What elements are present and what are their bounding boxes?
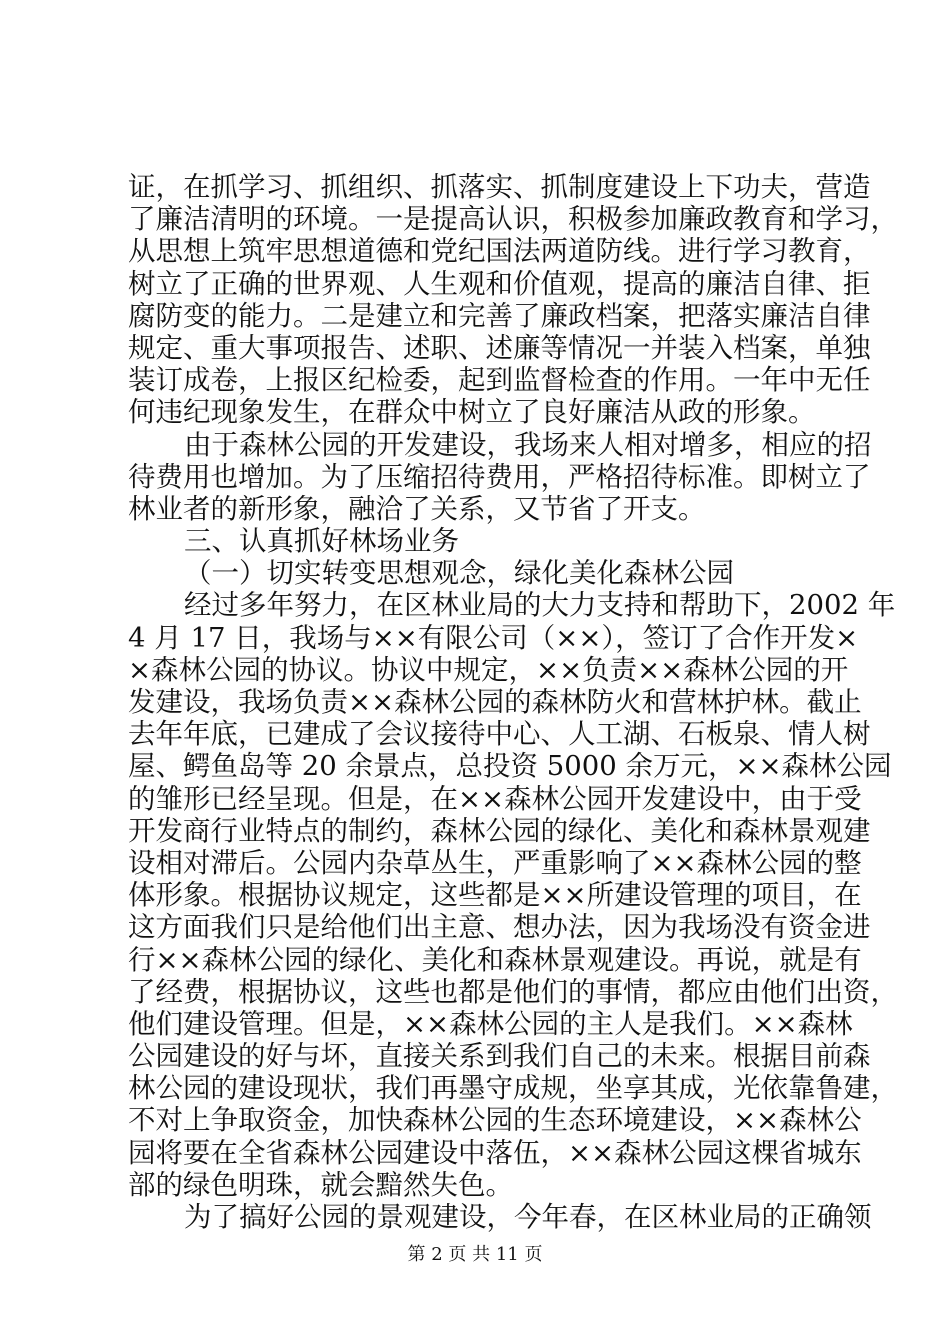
text-line: 设相对滞后。公园内杂草丛生，严重影响了××森林公园的整 (128, 846, 862, 879)
text-line: 树立了正确的世界观、人生观和价值观，提高的廉洁自律、拒 (128, 267, 871, 300)
text-line: 待费用也增加。为了压缩招待费用，严格招待标准。即树立了 (128, 460, 871, 493)
text-line: 装订成卷，上报区纪检委，起到监督检查的作用。一年中无任 (128, 364, 871, 397)
text-line: 何违纪现象发生，在群众中树立了良好廉洁从政的形象。 (128, 396, 816, 429)
text-line: 4 月 17 日，我场与××有限公司（××），签订了合作开发× (128, 621, 859, 654)
text-line: 了廉洁清明的环境。一是提高认识，积极参加廉政教育和学习， (128, 203, 898, 236)
text-line: ×森林公园的协议。协议中规定，××负责××森林公园的开 (128, 653, 849, 686)
text-line: 去年年底，已建成了会议接待中心、人工湖、石板泉、情人树 (128, 718, 871, 751)
text-line: 他们建设管理。但是，××森林公园的主人是我们。××森林 (128, 1007, 853, 1040)
text-line: 腐防变的能力。二是建立和完善了廉政档案，把落实廉洁自律 (128, 299, 871, 332)
text-line: 证，在抓学习、抓组织、抓落实、抓制度建设上下功夫，营造 (128, 171, 871, 203)
text-line: 三、认真抓好林场业务 (184, 525, 459, 558)
text-line: 发建设，我场负责××森林公园的森林防火和营林护林。截止 (128, 686, 862, 718)
text-line: 林业者的新形象，融洽了关系，又节省了开支。 (128, 492, 706, 525)
text-line: （一）切实转变思想观念，绿化美化森林公园 (184, 557, 734, 590)
text-line: 不对上争取资金，加快森林公园的生态环境建设，××森林公 (128, 1104, 862, 1137)
text-line: 体形象。根据协议规定，这些都是××所建设管理的项目，在 (128, 879, 862, 912)
text-line: 规定、重大事项报告、述职、述廉等情况一并装入档案，单独 (128, 331, 871, 364)
text-line: 公园建设的好与坏，直接关系到我们自己的未来。根据目前森 (128, 1040, 871, 1073)
text-line: 为了搞好公园的景观建设，今年春，在区林业局的正确领 (184, 1201, 872, 1233)
text-line: 林公园的建设现状，我们再墨守成规，坐享其成，光依靠鲁建， (128, 1072, 898, 1105)
text-line: 园将要在全省森林公园建设中落伍，××森林公园这棵省城东 (128, 1136, 862, 1169)
page-footer: 第 2 页 共 11 页 (407, 1244, 543, 1265)
text-line: 经过多年努力，在区林业局的大力支持和帮助下，2002 年 (184, 589, 896, 622)
text-line: 这方面我们只是给他们出主意、想办法，因为我场没有资金进 (128, 911, 871, 944)
text-line: 屋、鳄鱼岛等 20 余景点，总投资 5000 余万元，××森林公园 (128, 750, 892, 783)
text-line: 行××森林公园的绿化、美化和森林景观建设。再说，就是有 (128, 943, 862, 976)
text-line: 由于森林公园的开发建设，我场来人相对增多，相应的招 (184, 428, 872, 461)
text-line: 从思想上筑牢思想道德和党纪国法两道防线。进行学习教育， (128, 235, 871, 268)
text-line: 部的绿色明珠，就会黯然失色。 (128, 1168, 513, 1201)
text-line: 开发商行业特点的制约，森林公园的绿化、美化和森林景观建 (128, 814, 871, 847)
text-line: 了经费，根据协议，这些也都是他们的事情，都应由他们出资， (128, 975, 898, 1008)
document-body (128, 171, 898, 1233)
text-line: 的雏形已经呈现。但是，在××森林公园开发建设中，由于受 (128, 782, 862, 815)
